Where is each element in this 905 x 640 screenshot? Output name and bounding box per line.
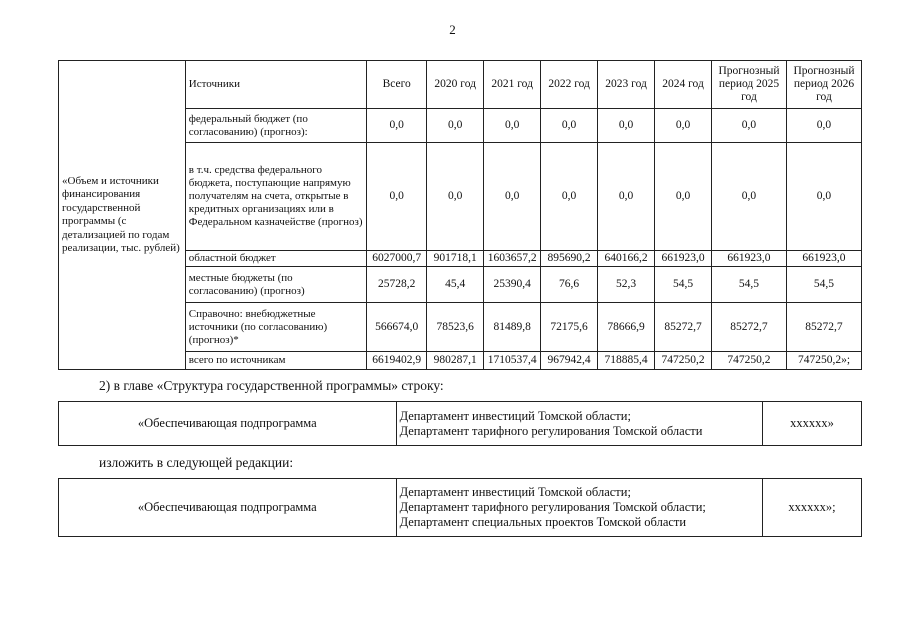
source-label: местные бюджеты (по согласованию) (прогноз) bbox=[185, 267, 366, 303]
value-cell: 0,0 bbox=[541, 109, 598, 143]
value-cell: 0,0 bbox=[427, 143, 484, 251]
header-2026: Прогнозный период 2026 год bbox=[786, 61, 861, 109]
department-line: Департамент инвестиций Томской области; bbox=[399, 408, 631, 423]
header-total: Всего bbox=[367, 61, 427, 109]
value-cell: 0,0 bbox=[598, 143, 655, 251]
value-cell: 6619402,9 bbox=[367, 352, 427, 370]
department-line: Департамент специальных проектов Томской области bbox=[399, 515, 687, 529]
header-2021: 2021 год bbox=[484, 61, 541, 109]
code-cell: хххххх» bbox=[763, 402, 862, 446]
value-cell: 0,0 bbox=[427, 109, 484, 143]
header-2024: 2024 год bbox=[655, 61, 712, 109]
value-cell: 78523,6 bbox=[427, 303, 484, 352]
value-cell: 81489,8 bbox=[484, 303, 541, 352]
value-cell: 6027000,7 bbox=[367, 251, 427, 267]
header-sources: Источники bbox=[185, 61, 366, 109]
value-cell: 1710537,4 bbox=[484, 352, 541, 370]
value-cell: 0,0 bbox=[367, 109, 427, 143]
value-cell: 0,0 bbox=[712, 109, 787, 143]
value-cell: 0,0 bbox=[598, 109, 655, 143]
value-cell: 661923,0 bbox=[786, 251, 861, 267]
value-cell: 0,0 bbox=[484, 109, 541, 143]
departments-cell bbox=[396, 479, 762, 537]
value-cell: 0,0 bbox=[367, 143, 427, 251]
source-label: всего по источникам bbox=[185, 352, 366, 370]
paragraph-replace: изложить в следующей редакции: bbox=[99, 455, 294, 470]
header-2025: Прогнозный период 2025 год bbox=[712, 61, 787, 109]
header-2020: 2020 год bbox=[427, 61, 484, 109]
table-row bbox=[59, 479, 862, 537]
code-cell: хххххх»; bbox=[763, 479, 862, 537]
paragraph-structure-row: 2) в главе «Структура государственной программы» строку: bbox=[99, 378, 444, 393]
value-cell: 45,4 bbox=[427, 267, 484, 303]
table-header-row bbox=[59, 61, 862, 109]
header-2022: 2022 год bbox=[541, 61, 598, 109]
value-cell: 0,0 bbox=[541, 143, 598, 251]
value-cell: 718885,4 bbox=[598, 352, 655, 370]
header-2023: 2023 год bbox=[598, 61, 655, 109]
departments-cell bbox=[396, 402, 762, 446]
value-cell: 747250,2»; bbox=[786, 352, 861, 370]
value-cell: 54,5 bbox=[655, 267, 712, 303]
subprogram-name: «Обеспечивающая подпрограмма bbox=[59, 402, 397, 446]
value-cell: 0,0 bbox=[655, 143, 712, 251]
source-label: областной бюджет bbox=[185, 251, 366, 267]
financing-table bbox=[58, 60, 862, 370]
value-cell: 85272,7 bbox=[712, 303, 787, 352]
department-line: Департамент тарифного регулирования Томской области bbox=[399, 423, 703, 438]
value-cell: 78666,9 bbox=[598, 303, 655, 352]
value-cell: 566674,0 bbox=[367, 303, 427, 352]
value-cell: 0,0 bbox=[786, 109, 861, 143]
department-line: Департамент тарифного регулирования Томской области; bbox=[399, 500, 706, 514]
value-cell: 0,0 bbox=[712, 143, 787, 251]
source-label: в т.ч. средства федерального бюджета, поступающие напрямую получателям на счета, открытые в кредитных организациях или в Федеральном казначействе (прогноз) bbox=[185, 143, 366, 251]
value-cell: 895690,2 bbox=[541, 251, 598, 267]
value-cell: 1603657,2 bbox=[484, 251, 541, 267]
value-cell: 85272,7 bbox=[786, 303, 861, 352]
value-cell: 25390,4 bbox=[484, 267, 541, 303]
value-cell: 72175,6 bbox=[541, 303, 598, 352]
value-cell: 901718,1 bbox=[427, 251, 484, 267]
value-cell: 661923,0 bbox=[655, 251, 712, 267]
value-cell: 747250,2 bbox=[655, 352, 712, 370]
page-number: 2 bbox=[449, 22, 456, 37]
table-row bbox=[59, 402, 862, 446]
source-label: федеральный бюджет (по согласованию) (прогноз): bbox=[185, 109, 366, 143]
subprogram-name: «Обеспечивающая подпрограмма bbox=[59, 479, 397, 537]
value-cell: 52,3 bbox=[598, 267, 655, 303]
program-description: «Объем и источники финансирования государственной программы (с детализацией по годам реализации, тыс. рублей) bbox=[59, 61, 186, 370]
value-cell: 76,6 bbox=[541, 267, 598, 303]
value-cell: 640166,2 bbox=[598, 251, 655, 267]
value-cell: 661923,0 bbox=[712, 251, 787, 267]
value-cell: 747250,2 bbox=[712, 352, 787, 370]
value-cell: 85272,7 bbox=[655, 303, 712, 352]
value-cell: 25728,2 bbox=[367, 267, 427, 303]
value-cell: 967942,4 bbox=[541, 352, 598, 370]
value-cell: 54,5 bbox=[786, 267, 861, 303]
value-cell: 0,0 bbox=[786, 143, 861, 251]
structure-table-old bbox=[58, 401, 862, 446]
value-cell: 980287,1 bbox=[427, 352, 484, 370]
department-line: Департамент инвестиций Томской области; bbox=[399, 485, 631, 499]
value-cell: 54,5 bbox=[712, 267, 787, 303]
source-label: Справочно: внебюджетные источники (по согласованию) (прогноз)* bbox=[185, 303, 366, 352]
structure-table-new bbox=[58, 478, 862, 537]
value-cell: 0,0 bbox=[655, 109, 712, 143]
value-cell: 0,0 bbox=[484, 143, 541, 251]
